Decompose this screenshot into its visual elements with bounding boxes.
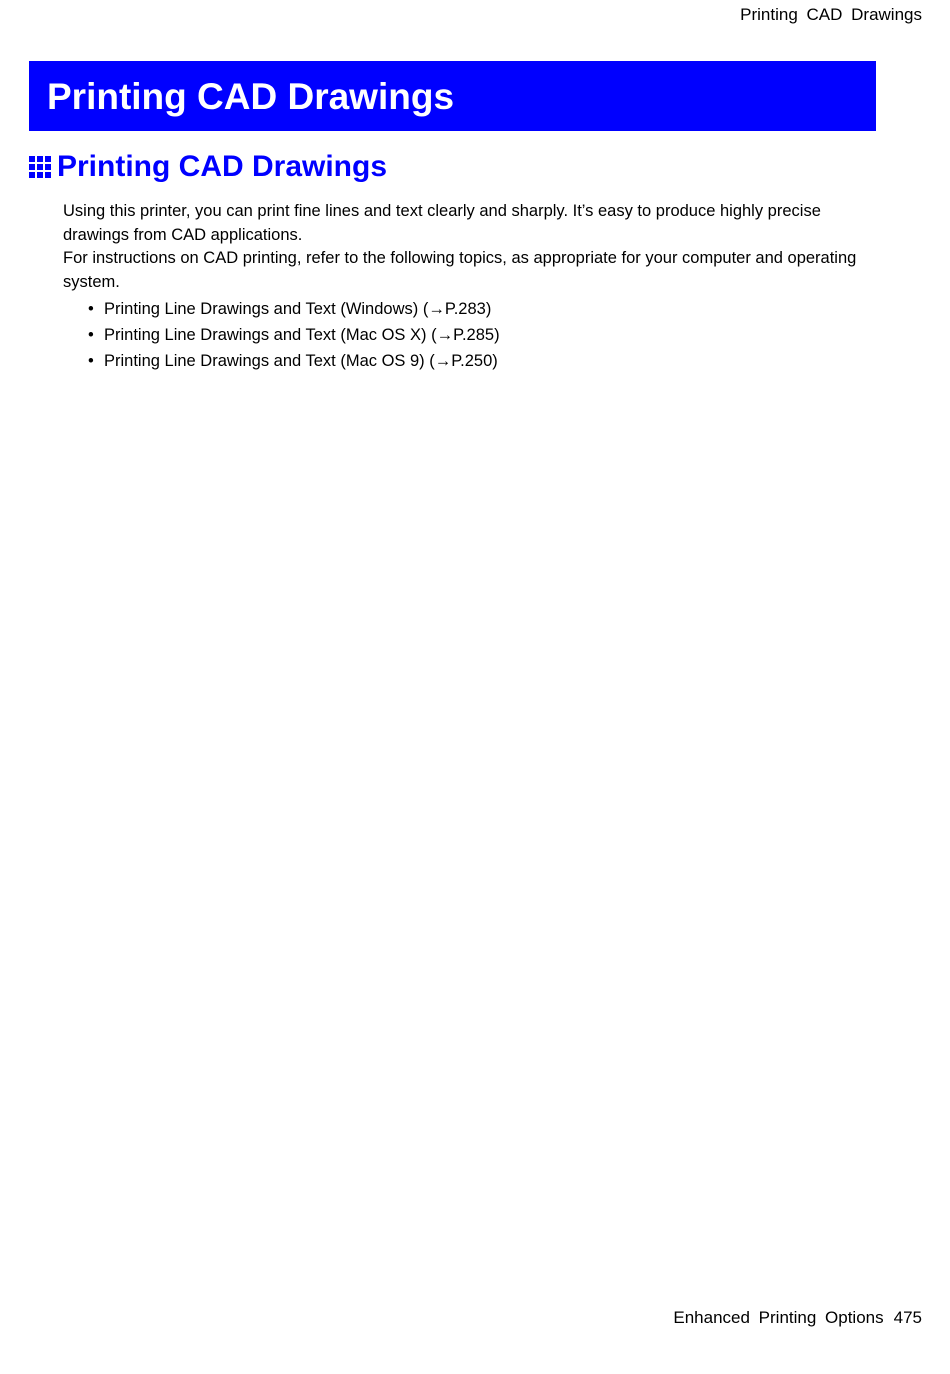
bullet-icon: • — [88, 352, 94, 370]
intro-paragraph: Using this printer, you can print fine lines and text clearly and sharply. It’s easy to produce highly precise drawings from CAD applications. — [63, 202, 821, 244]
footer-chapter: Enhanced Printing Options — [673, 1308, 884, 1327]
instructions-paragraph: For instructions on CAD printing, refer to the following topics, as appropriate for your computer and operating system. — [63, 249, 857, 291]
bullet-icon: • — [88, 326, 94, 344]
running-header: Printing CAD Drawings — [740, 5, 922, 24]
topic-list — [63, 296, 881, 374]
section-body — [63, 200, 881, 374]
topic-link-label[interactable]: Printing Line Drawings and Text (Windows) (→P.283) — [104, 300, 492, 318]
topic-link-mac-os-x[interactable] — [88, 322, 881, 348]
topic-link-mac-os-9[interactable] — [88, 348, 881, 374]
chapter-banner — [29, 61, 876, 131]
topic-link-label[interactable]: Printing Line Drawings and Text (Mac OS 9) (→P.250) — [104, 352, 498, 370]
running-footer — [673, 1308, 922, 1328]
section-title: Printing CAD Drawings — [57, 150, 388, 183]
topic-link-windows[interactable] — [88, 296, 881, 322]
topic-link-label[interactable]: Printing Line Drawings and Text (Mac OS X) (→P.285) — [104, 326, 500, 344]
bullet-icon: • — [88, 300, 94, 318]
section-heading — [29, 150, 387, 184]
chapter-title: Printing CAD Drawings — [47, 75, 455, 117]
page-number: 475 — [893, 1308, 922, 1327]
grid-icon — [29, 156, 51, 178]
